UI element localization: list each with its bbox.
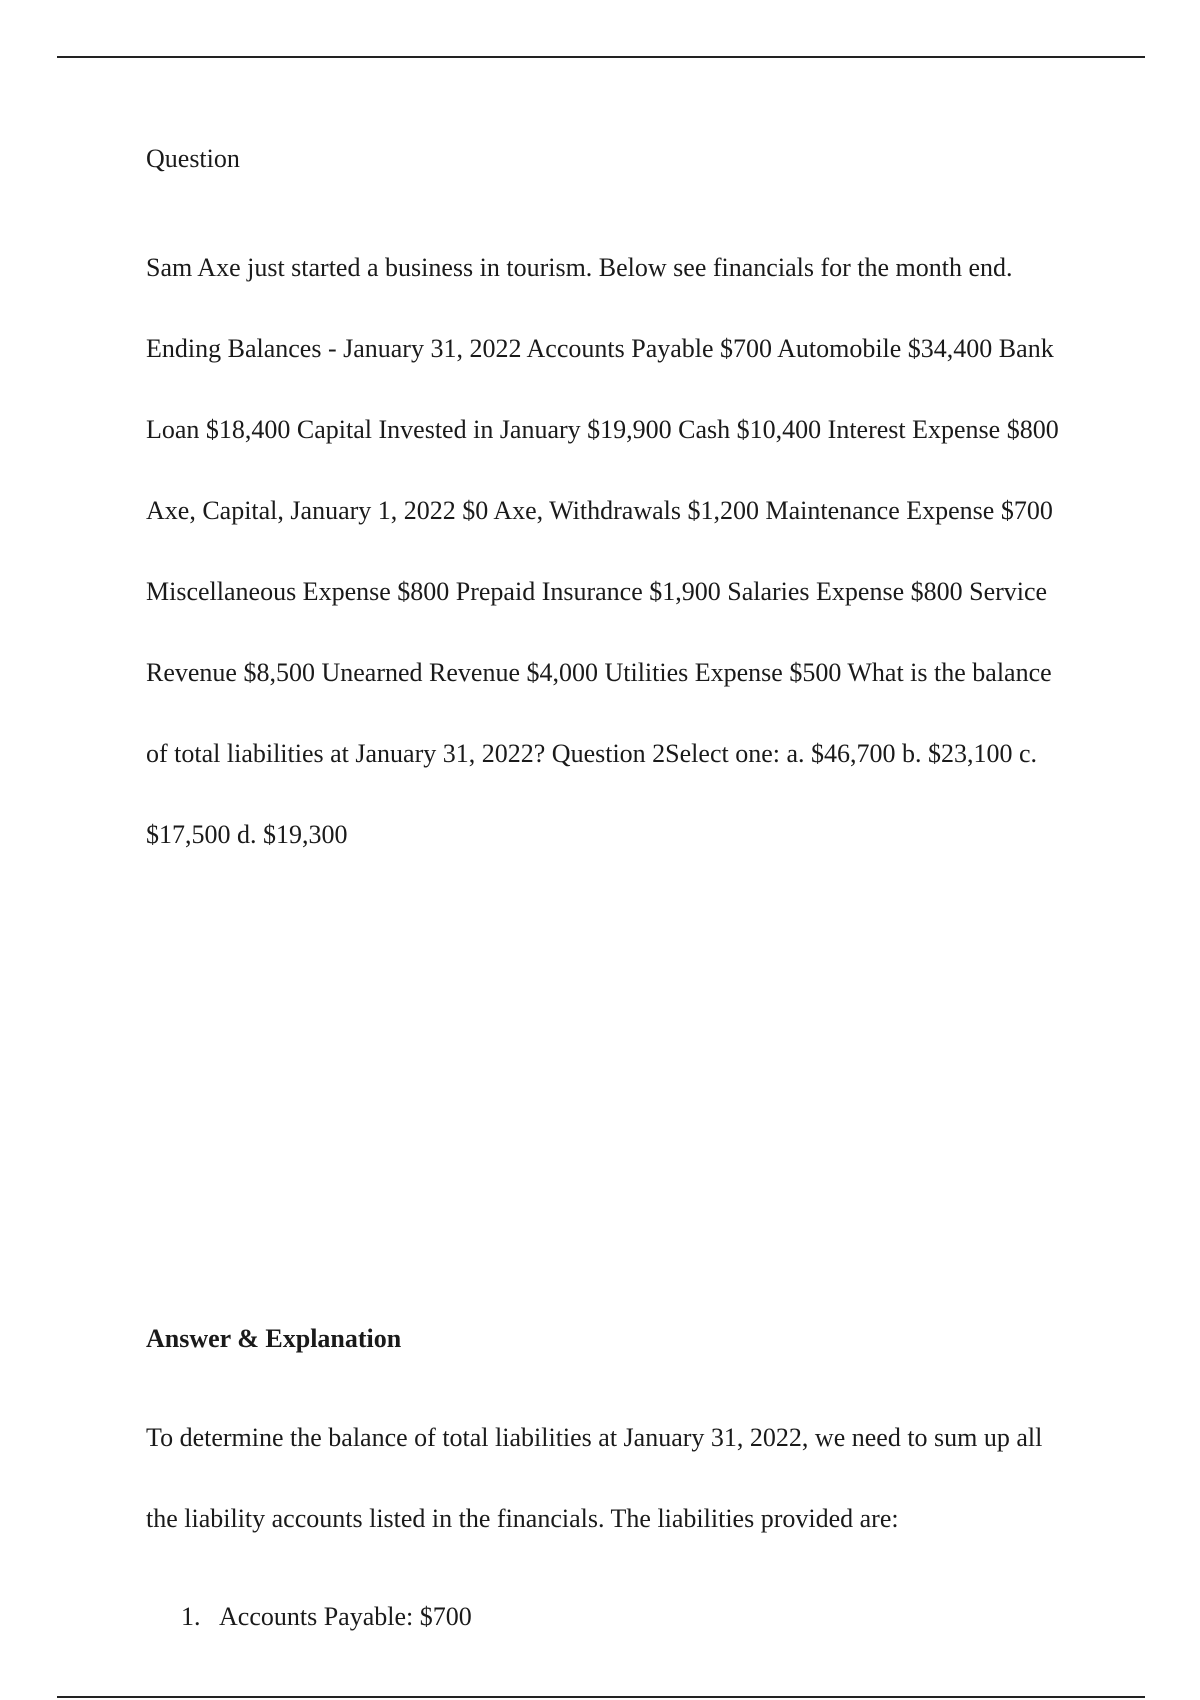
answer-heading: Answer & Explanation (146, 1324, 402, 1353)
top-divider (57, 56, 1145, 58)
list-item-text: Accounts Payable: $700 (219, 1602, 472, 1631)
bottom-divider (57, 1696, 1145, 1698)
answer-text: To determine the balance of total liabilities at January 31, 2022, we need to sum up all the liability accounts listed in the financials. The liabilities provided are: (146, 1423, 1043, 1533)
document-page (146, 139, 1066, 1631)
liabilities-list (181, 1597, 472, 1637)
question-text: Sam Axe just started a business in tourism. Below see financials for the month end. Ending Balances - January 31, 2022 Accounts Payable $700 Automobile $34,400 Bank Loan $18,400 Capital Invested in January $19,900 Cash $10,400 Interest Expense $800 Axe, Capital, January 1, 2022 $0 Axe, Withdrawals $1,200 Maintenance Expense $700 Miscellaneous Expense $800 Prepaid Insurance $1,900 Salaries Expense $800 Service Revenue $8,500 Unearned Revenue $4,000 Utilities Expense $500 What is the balance of total liabilities at January 31, 2022? Question 2Select one: a. $46,700 b. $23,100 c. $17,500 d. $19,300 (146, 253, 1059, 849)
question-heading: Question (146, 144, 240, 173)
list-item-number: 1. (181, 1602, 201, 1631)
list-item (181, 1597, 472, 1637)
